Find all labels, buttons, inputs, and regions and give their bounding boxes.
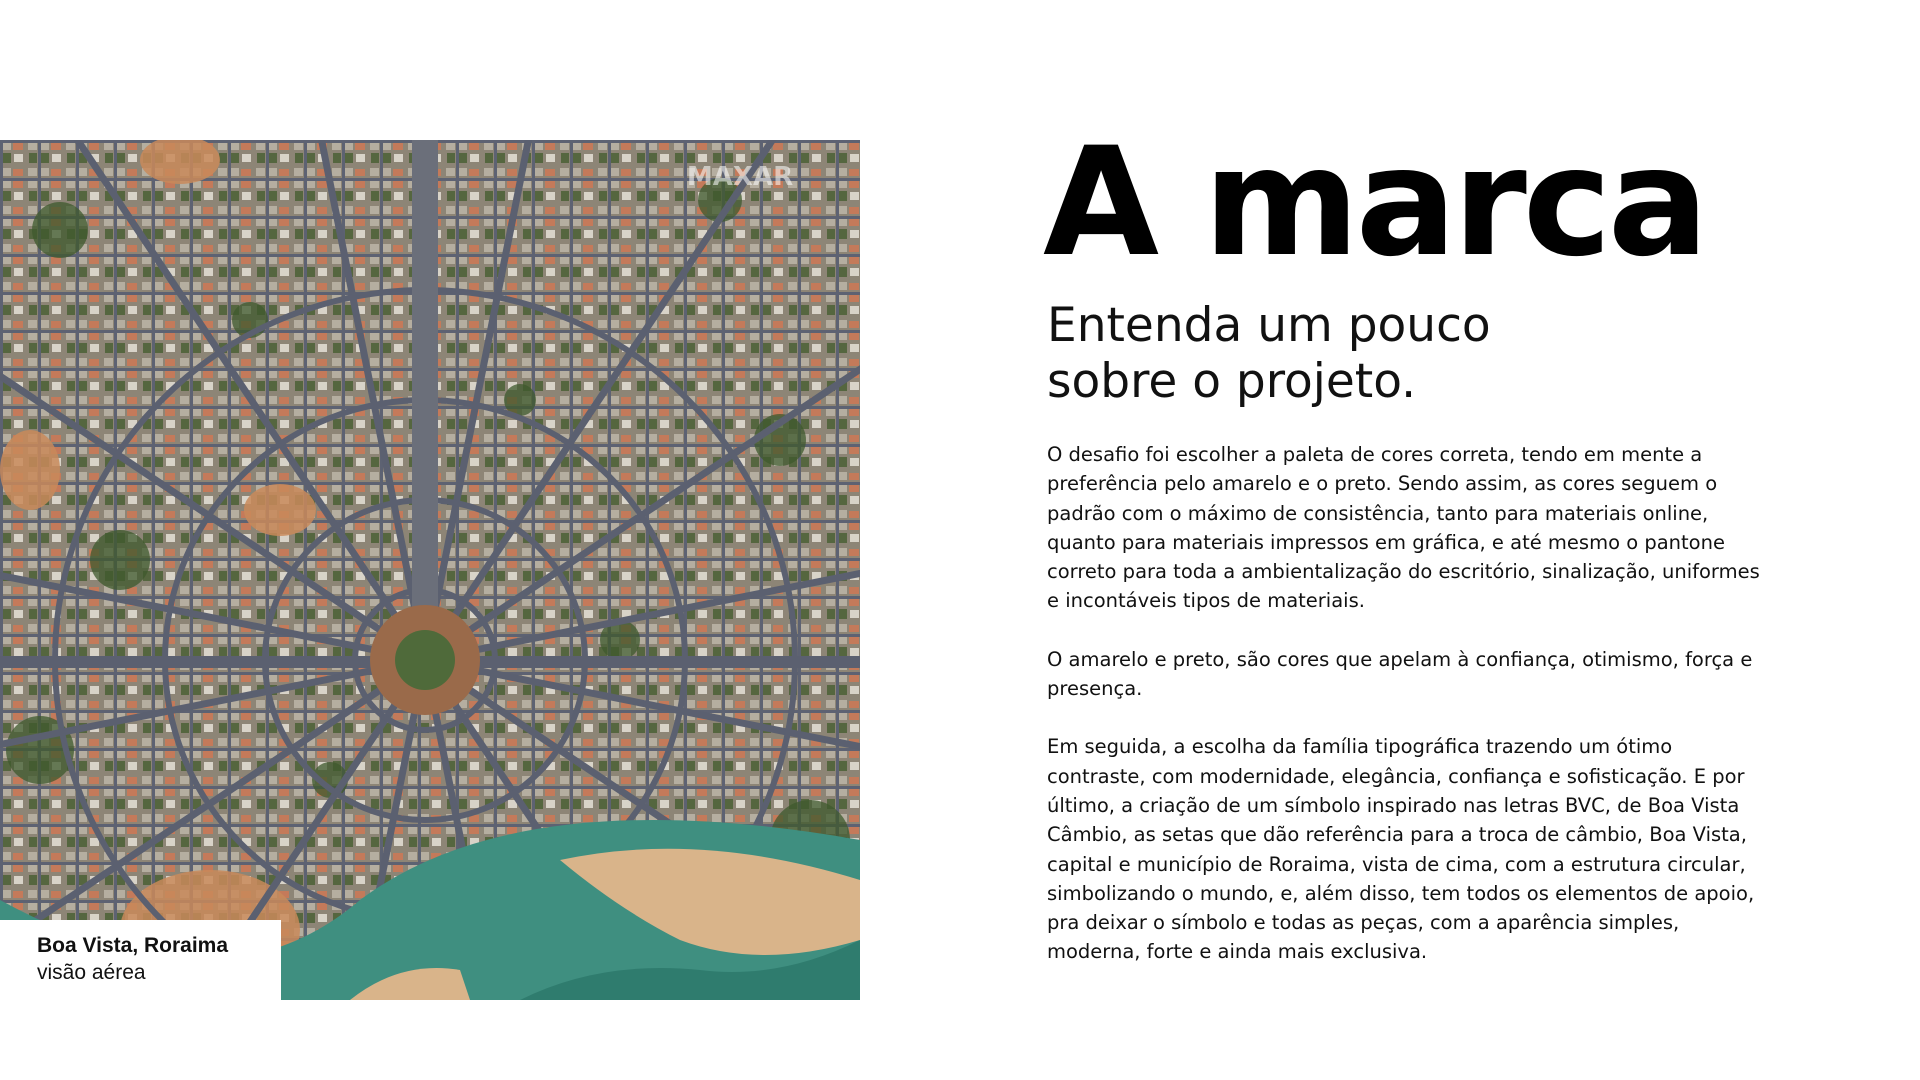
watermark-text: MAXAR [686,162,794,192]
body-text [1047,440,1767,996]
paragraph-typography-symbol: Em seguida, a escolha da família tipográfica trazendo um ótimo contraste, com modernidade, elegância, confiança e sofisticação. E por último, a criação de um símbolo inspirado nas letras BVC, de Boa Vista Câmbio, as setas que dão referência para a troca de câmbio, Boa Vista, capital e município de Roraima, vista de cima, com a estrutura circular, simbolizando o mundo, e, além disso, tem todos os elementos de apoio, pra deixar o símbolo e todas as peças, com a aparência simples, moderna, forte e ainda mais exclusiva. [1047,735,1755,964]
page-title: A marca [1043,116,1705,290]
subtitle-line-2: sobre o projeto. [1047,354,1417,409]
caption-subtitle: visão aérea [37,961,146,984]
aerial-city-photo [0,140,860,1000]
page-subtitle [1047,298,1607,410]
image-caption [0,920,281,1000]
subtitle-line-1: Entenda um pouco [1047,298,1491,353]
paragraph-palette: O desafio foi escolher a paleta de cores correta, tendo em mente a preferência pelo amarelo e o preto. Sendo assim, as cores seguem o padrão com o máximo de consistência, tanto para materiais online, quanto para materiais impressos em gráfica, e até mesmo o pantone correto para toda a ambientalização do escritório, sinalização, uniformes e incontáveis tipos de materiais. [1047,443,1760,613]
caption-title: Boa Vista, Roraima [37,934,229,957]
paragraph-colors-meaning: O amarelo e preto, são cores que apelam à confiança, otimismo, força e presença. [1047,647,1753,701]
